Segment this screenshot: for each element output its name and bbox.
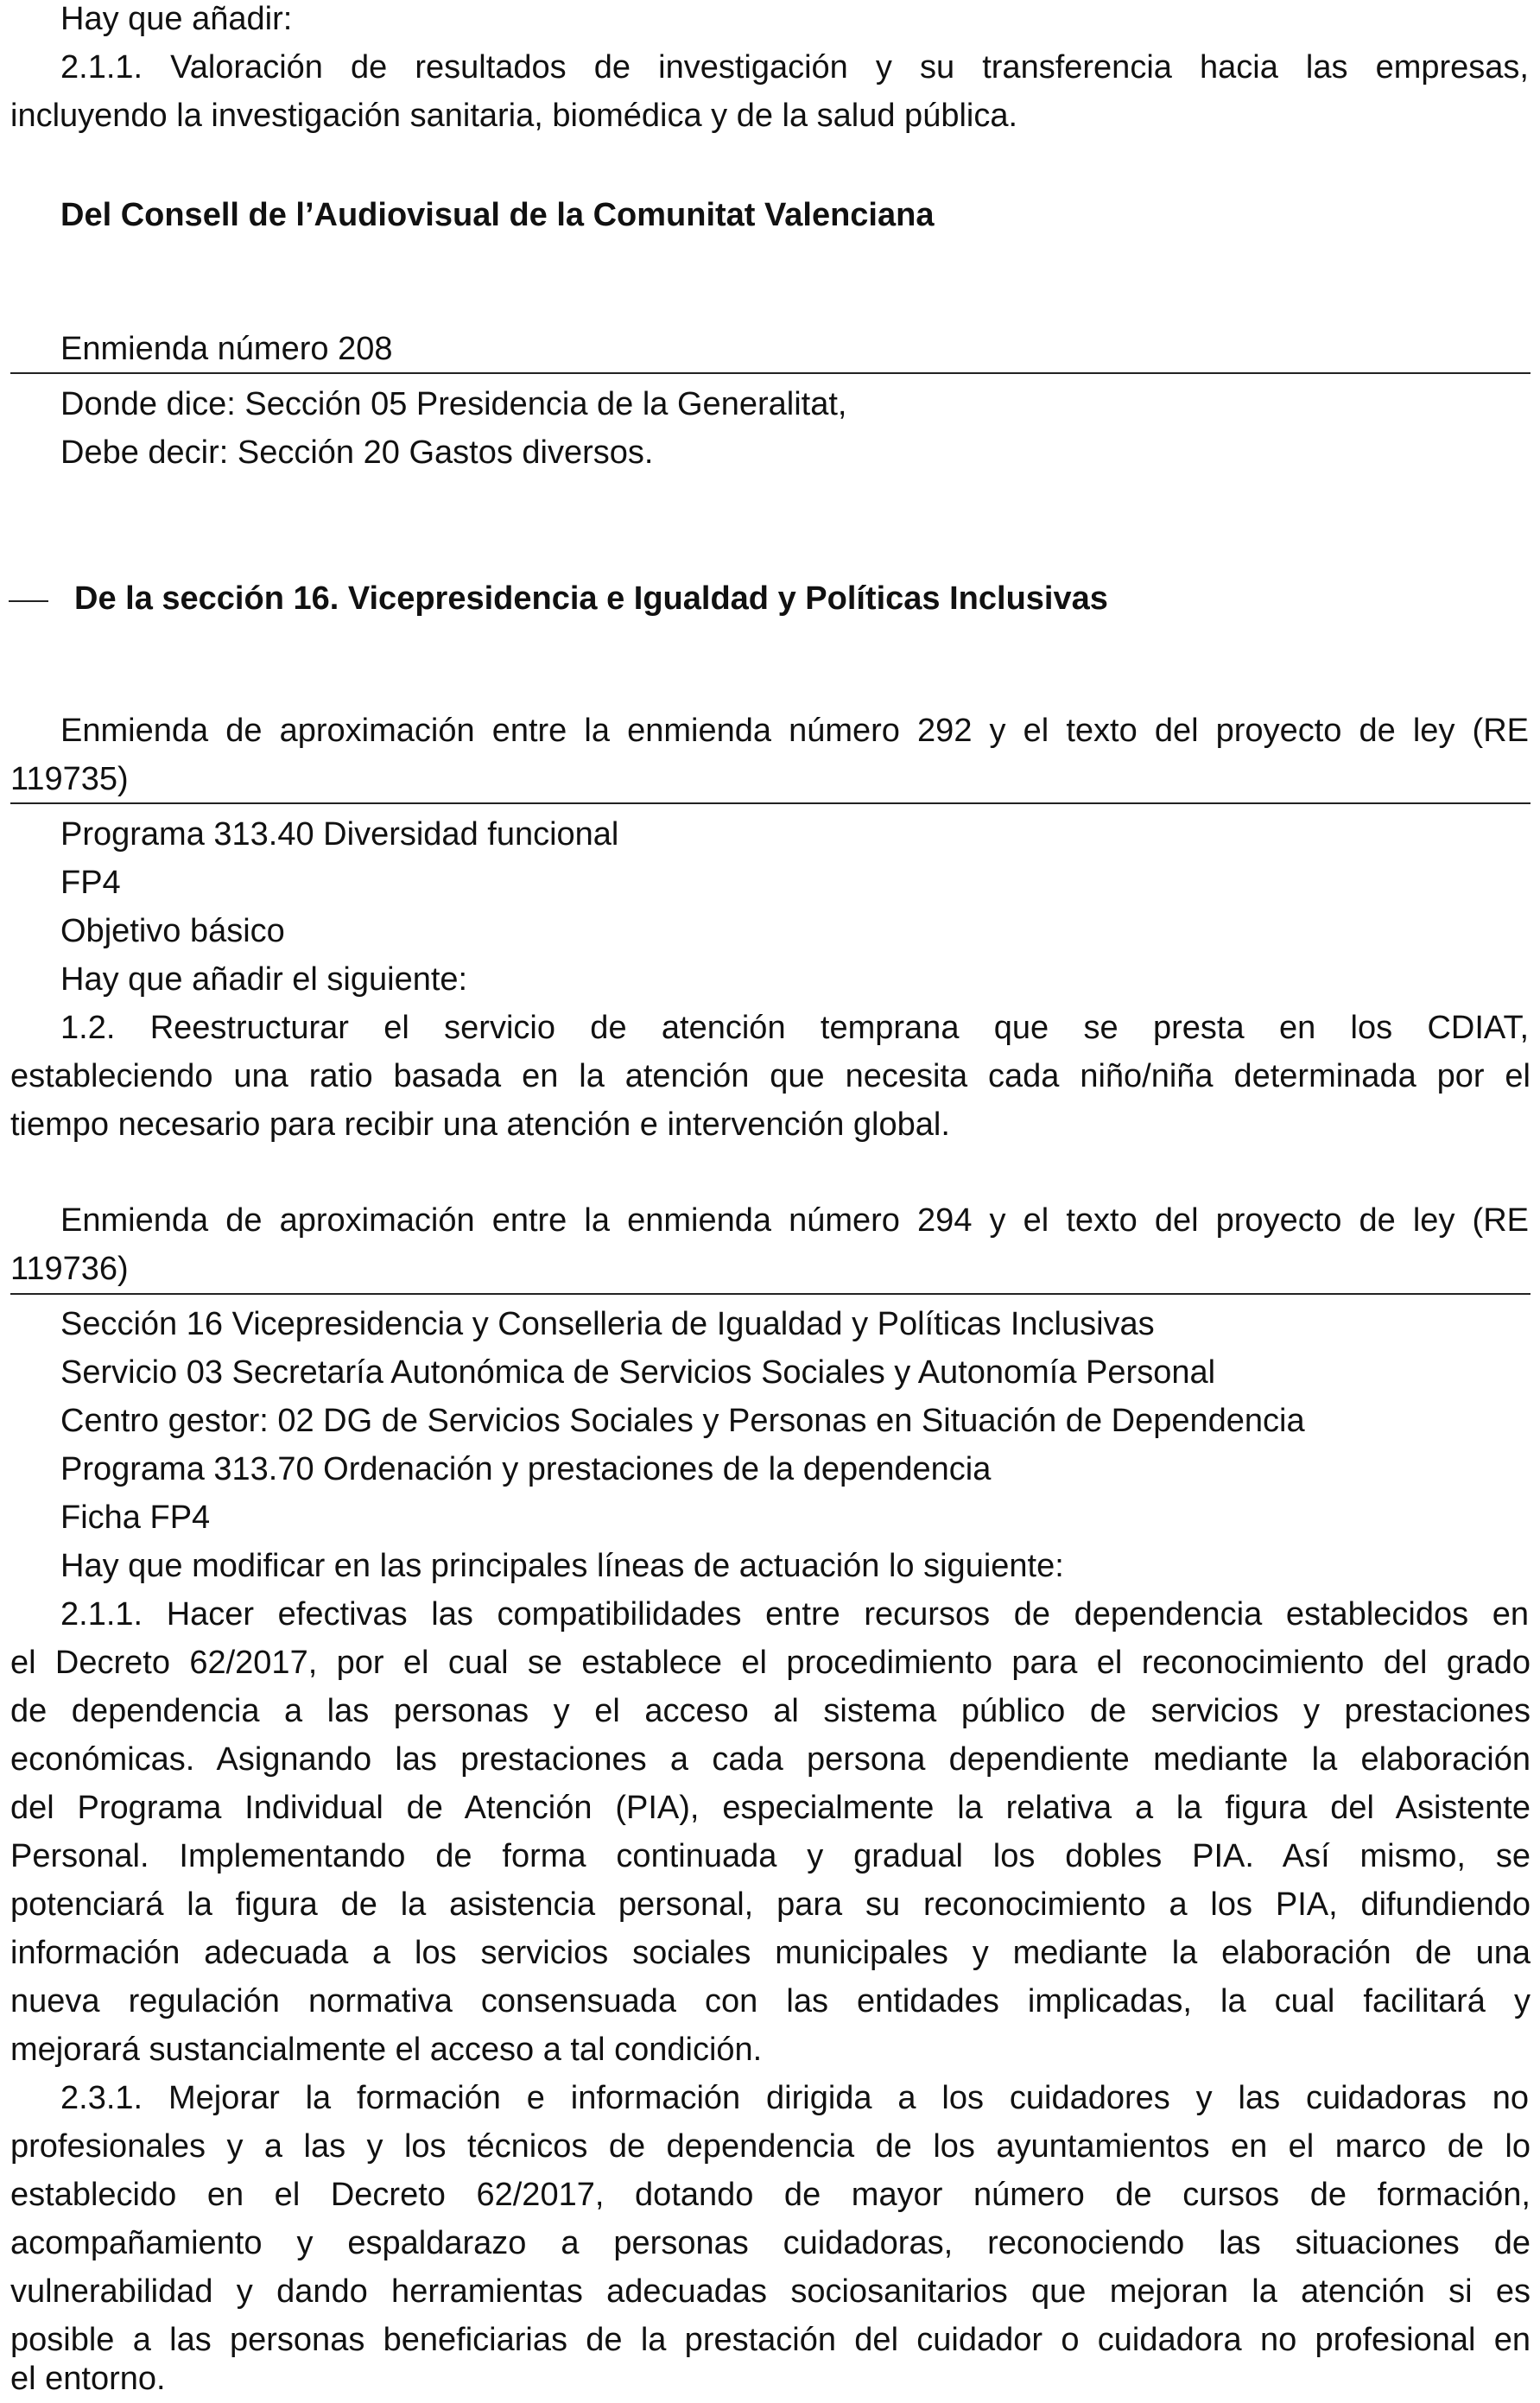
text-line: Ficha FP4 [60,1499,211,1536]
text-line: Sección 16 Vicepresidencia y Conselleria de Igualdad y Políticas Inclusivas [60,1306,1155,1342]
text-line: el entorno. [10,2361,166,2397]
text-line: posible a las personas beneficiarias de la prestación del cuidador o cuidadora no profesional en [10,2322,1530,2358]
horizontal-rule [10,372,1530,374]
amendment-title: Enmienda de aproximación entre la enmienda número 294 y el texto del proyecto de ley (RE [60,1202,1529,1239]
text-line: Objetivo básico [60,913,285,949]
text-line: incluyendo la investigación sanitaria, biomédica y de la salud pública. [10,98,1018,134]
text-line: FP4 [60,865,121,901]
horizontal-rule [10,802,1530,804]
text-line: potenciará la figura de la asistencia personal, para su reconocimiento a los PIA, difundiendo [10,1886,1530,1923]
heading-dash [9,600,48,602]
section-heading-consell: Del Consell de l’Audiovisual de la Comunitat Valenciana [60,197,935,233]
text-line: tiempo necesario para recibir una atención e intervención global. [10,1106,950,1143]
text-line: Programa 313.40 Diversidad funcional [60,816,619,853]
horizontal-rule [10,1293,1530,1295]
text-line: Programa 313.70 Ordenación y prestaciones de la dependencia [60,1451,992,1487]
text-line: vulnerabilidad y dando herramientas adecuadas sociosanitarios que mejoran la atención si es [10,2273,1530,2310]
section-heading-16: De la sección 16. Vicepresidencia e Igualdad y Políticas Inclusivas [74,580,1108,617]
amendment-title: Enmienda número 208 [60,331,393,367]
text-line: 2.1.1. Valoración de resultados de investigación y su transferencia hacia las empresas, [60,49,1529,86]
text-line: Hay que modificar en las principales líneas de actuación lo siguiente: [60,1548,1064,1584]
text-line: 119736) [10,1251,129,1287]
text-line: Personal. Implementando de forma continuada y gradual los dobles PIA. Así mismo, se [10,1838,1530,1874]
text-line: acompañamiento y espaldarazo a personas cuidadoras, reconociendo las situaciones de [10,2225,1530,2261]
text-line: estableciendo una ratio basada en la atención que necesita cada niño/niña determinada por el [10,1058,1530,1094]
text-line: Hay que añadir: [60,1,293,37]
amendment-title: Enmienda de aproximación entre la enmienda número 292 y el texto del proyecto de ley (RE [60,713,1529,749]
text-line: información adecuada a los servicios sociales municipales y mediante la elaboración de una [10,1935,1530,1971]
text-line: profesionales y a las y los técnicos de dependencia de los ayuntamientos en el marco de lo [10,2128,1530,2165]
text-line: 2.3.1. Mejorar la formación e información dirigida a los cuidadores y las cuidadoras no [60,2080,1529,2116]
text-line: 1.2. Reestructurar el servicio de atención temprana que se presta en los CDIAT, [60,1010,1529,1046]
text-line: Debe decir: Sección 20 Gastos diversos. [60,434,654,471]
text-line: nueva regulación normativa consensuada con las entidades implicadas, la cual facilitará y [10,1983,1530,2019]
text-line: Centro gestor: 02 DG de Servicios Sociales y Personas en Situación de Dependencia [60,1403,1305,1439]
text-line: Hay que añadir el siguiente: [60,961,468,998]
text-line: mejorará sustancialmente el acceso a tal condición. [10,2032,763,2068]
text-line: 119735) [10,761,129,797]
text-line: establecido en el Decreto 62/2017, dotando de mayor número de cursos de formación, [10,2177,1530,2213]
text-line: del Programa Individual de Atención (PIA), especialmente la relativa a la figura del Asistente [10,1790,1530,1826]
text-line: 2.1.1. Hacer efectivas las compatibilidades entre recursos de dependencia establecidos en [60,1596,1529,1633]
text-line: el Decreto 62/2017, por el cual se establece el procedimiento para el reconocimiento del grado [10,1645,1530,1681]
text-line: Servicio 03 Secretaría Autonómica de Servicios Sociales y Autonomía Personal [60,1354,1216,1391]
text-line: Donde dice: Sección 05 Presidencia de la Generalitat, [60,386,847,422]
text-line: económicas. Asignando las prestaciones a cada persona dependiente mediante la elaboración [10,1741,1530,1778]
text-line: de dependencia a las personas y el acceso al sistema público de servicios y prestaciones [10,1693,1530,1729]
